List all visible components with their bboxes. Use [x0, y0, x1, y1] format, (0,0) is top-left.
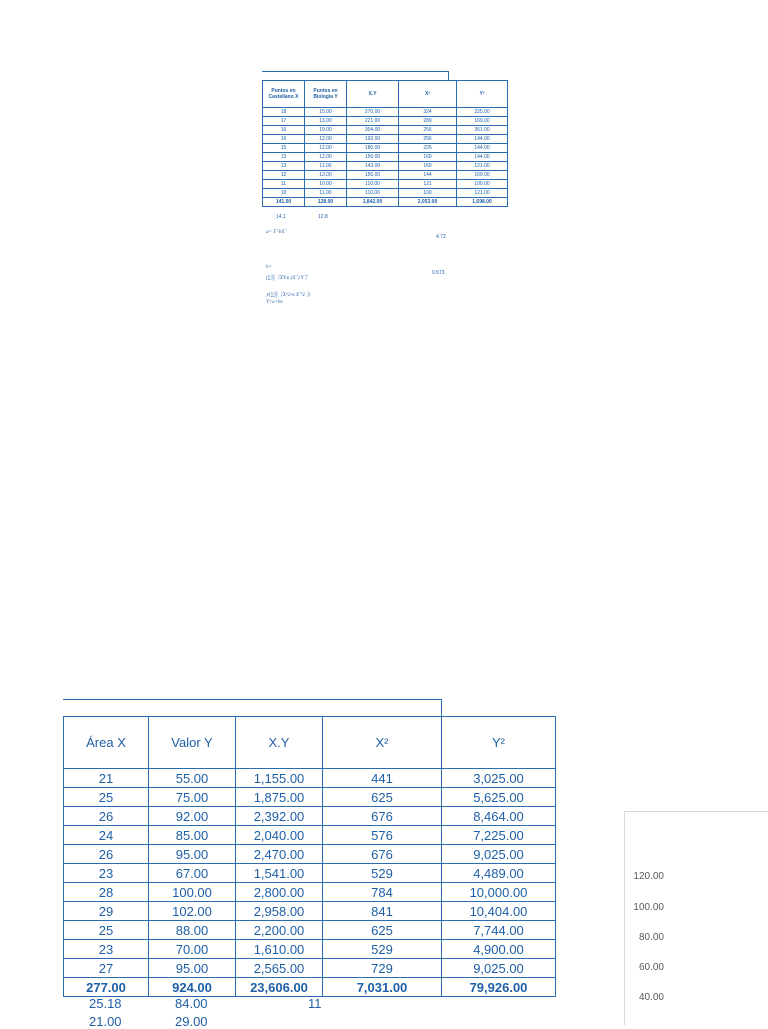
big-table-cell: 70.00 — [149, 940, 236, 959]
y-tick-label: 80.00 — [638, 932, 664, 943]
small-table-row — [263, 108, 508, 117]
big-table-row — [64, 864, 556, 883]
big-table-cell: 529 — [323, 864, 442, 883]
big-table-row — [64, 883, 556, 902]
big-table-cell: 625 — [323, 788, 442, 807]
small-table-cell: 13 — [263, 153, 305, 162]
small-table-cell: 169.00 — [457, 171, 508, 180]
small-table-cell: 121.00 — [457, 189, 508, 198]
y-tick-label: 40.00 — [638, 992, 664, 1003]
small-table-cell: 156.00 — [347, 153, 399, 162]
big-table-row — [64, 902, 556, 921]
small-total-cell: 2,053.00 — [399, 198, 457, 207]
small-table-cell: 144 — [399, 171, 457, 180]
small-table-cell: 13.00 — [305, 117, 347, 126]
small-table-cell: 144.00 — [457, 135, 508, 144]
big-table-row — [64, 921, 556, 940]
big-count: 11 — [308, 996, 322, 1011]
big-table-cell: 2,800.00 — [236, 883, 323, 902]
small-table-cell: 256 — [399, 135, 457, 144]
small-mean-x: 14.1 — [276, 214, 286, 220]
small-table-cell: 100.00 — [457, 180, 508, 189]
big-table-cell: 28 — [64, 883, 149, 902]
small-table-row — [263, 180, 508, 189]
value-b: 0.573 — [432, 270, 445, 276]
big-table-cell: 29 — [64, 902, 149, 921]
big-table-cell: 88.00 — [149, 921, 236, 940]
big-table-cell: 95.00 — [149, 845, 236, 864]
small-table-header-row — [263, 81, 508, 108]
small-table-cell: 143.00 — [347, 162, 399, 171]
small-table-cell: 11.00 — [305, 162, 347, 171]
small-table-row — [263, 117, 508, 126]
small-table-cell: 12.00 — [305, 153, 347, 162]
big-table-cell: 85.00 — [149, 826, 236, 845]
big-table-cell: 102.00 — [149, 902, 236, 921]
big-header-x2: X² — [323, 717, 442, 769]
small-table-cell: 180.00 — [347, 144, 399, 153]
big-table-cell: 1,610.00 — [236, 940, 323, 959]
y-tick-label: 60.00 — [638, 962, 664, 973]
small-header-x2: X² — [399, 81, 457, 108]
small-table-row — [263, 153, 508, 162]
formula-b-line1: b= — [266, 265, 272, 270]
small-table-top-border-tick — [448, 71, 449, 80]
big-table-cell: 1,541.00 — [236, 864, 323, 883]
small-table-row — [263, 135, 508, 144]
big-table-cell: 100.00 — [149, 883, 236, 902]
big-table-cell: 27 — [64, 959, 149, 978]
big-table-cell: 26 — [64, 807, 149, 826]
small-table-cell: 169.00 — [457, 117, 508, 126]
big-table-top-border — [63, 699, 441, 700]
big-table-cell: 2,392.00 — [236, 807, 323, 826]
small-table-cell: 169 — [399, 153, 457, 162]
small-table-cell: 17 — [263, 117, 305, 126]
big-table-cell: 2,958.00 — [236, 902, 323, 921]
big-table-cell: 2,040.00 — [236, 826, 323, 845]
big-table-cell: 7,225.00 — [442, 826, 556, 845]
big-table-row — [64, 769, 556, 788]
big-header-y: Valor Y — [149, 717, 236, 769]
big-table-cell: 4,489.00 — [442, 864, 556, 883]
small-table-cell: 221.00 — [347, 117, 399, 126]
small-table-cell: 169 — [399, 162, 457, 171]
big-table-cell: 676 — [323, 845, 442, 864]
small-table-cell: 324 — [399, 108, 457, 117]
small-table-cell: 18 — [263, 108, 305, 117]
big-table-header-row — [64, 717, 556, 769]
small-table-cell: 270.00 — [347, 108, 399, 117]
formula-b-line2: (∑▒〖XY-n (X ̅ ) Y ̅〗 — [266, 276, 310, 281]
small-table-row — [263, 189, 508, 198]
big-header-x: Área X — [64, 717, 149, 769]
partial-row-y: 29.00 — [175, 1014, 208, 1029]
big-table-cell: 5,625.00 — [442, 788, 556, 807]
small-table-cell: 12 — [263, 171, 305, 180]
big-mean-x: 25.18 — [89, 996, 122, 1011]
big-table-cell: 67.00 — [149, 864, 236, 883]
big-table-cell: 10,000.00 — [442, 883, 556, 902]
small-table-cell: 144.00 — [457, 153, 508, 162]
big-table-cell: 529 — [323, 940, 442, 959]
big-header-xy: X.Y — [236, 717, 323, 769]
big-total-cell: 277.00 — [64, 978, 149, 997]
big-total-cell: 924.00 — [149, 978, 236, 997]
small-table-cell: 11.00 — [305, 189, 347, 198]
big-table-cell: 24 — [64, 826, 149, 845]
big-table-cell: 2,200.00 — [236, 921, 323, 940]
big-table-cell: 2,470.00 — [236, 845, 323, 864]
big-table-cell: 441 — [323, 769, 442, 788]
y-tick-label: 100.00 — [633, 902, 664, 913]
small-table-cell: 304.00 — [347, 126, 399, 135]
big-total-cell: 79,926.00 — [442, 978, 556, 997]
small-table-cell: 110.00 — [347, 180, 399, 189]
big-table-top-border-tick — [441, 699, 442, 716]
big-table-cell: 1,155.00 — [236, 769, 323, 788]
big-table-cell: 2,565.00 — [236, 959, 323, 978]
big-table-cell: 676 — [323, 807, 442, 826]
big-table-row — [64, 940, 556, 959]
big-regression-table — [63, 716, 556, 997]
big-table-cell: 23 — [64, 864, 149, 883]
big-table-cell: 55.00 — [149, 769, 236, 788]
small-table-row — [263, 162, 508, 171]
formula-b-line3: )/(∑▒〖X^2-n X ̅^2 〗) — [266, 293, 311, 298]
big-total-cell: 7,031.00 — [323, 978, 442, 997]
big-table-cell: 625 — [323, 921, 442, 940]
big-table-row — [64, 826, 556, 845]
big-table-row — [64, 807, 556, 826]
small-table-row — [263, 171, 508, 180]
y-tick-label: 120.00 — [633, 871, 664, 882]
small-table-cell: 225.00 — [457, 108, 508, 117]
big-table-cell: 23 — [64, 940, 149, 959]
big-table-row — [64, 959, 556, 978]
big-table-cell: 26 — [64, 845, 149, 864]
big-totals-row — [64, 978, 556, 997]
big-table-cell: 21 — [64, 769, 149, 788]
small-header-y: Puntos en Biologia Y — [305, 81, 347, 108]
small-total-cell: 1,842.00 — [347, 198, 399, 207]
small-header-y2: Y² — [457, 81, 508, 108]
big-mean-y: 84.00 — [175, 996, 208, 1011]
small-table-cell: 13 — [263, 162, 305, 171]
small-table-row — [263, 126, 508, 135]
small-table-cell: 15 — [263, 144, 305, 153]
big-table-row — [64, 845, 556, 864]
big-table-cell: 4,900.00 — [442, 940, 556, 959]
small-total-cell: 1,698.00 — [457, 198, 508, 207]
big-table-cell: 10,404.00 — [442, 902, 556, 921]
small-table-top-border — [262, 71, 449, 72]
small-totals-row — [263, 198, 508, 207]
small-table-cell: 121.00 — [457, 162, 508, 171]
small-table-cell: 225 — [399, 144, 457, 153]
small-total-cell: 128.00 — [305, 198, 347, 207]
big-table-cell: 8,464.00 — [442, 807, 556, 826]
small-mean-y: 12.8 — [318, 214, 328, 220]
small-table-cell: 289 — [399, 117, 457, 126]
big-table-cell: 9,025.00 — [442, 959, 556, 978]
small-table-cell: 13.00 — [305, 171, 347, 180]
partial-row-x: 21.00 — [89, 1014, 122, 1029]
formula-a: a= Y ̅-bX ̅ — [266, 230, 286, 235]
big-table-cell: 1,875.00 — [236, 788, 323, 807]
small-table-cell: 15.00 — [305, 108, 347, 117]
small-table-cell: 192.00 — [347, 135, 399, 144]
small-total-cell: 141.00 — [263, 198, 305, 207]
big-table-cell: 95.00 — [149, 959, 236, 978]
big-table-cell: 75.00 — [149, 788, 236, 807]
small-table-cell: 12.00 — [305, 135, 347, 144]
small-table-cell: 110.00 — [347, 189, 399, 198]
big-table-cell: 841 — [323, 902, 442, 921]
small-table-cell: 10.00 — [305, 180, 347, 189]
big-table-cell: 784 — [323, 883, 442, 902]
big-table-cell: 7,744.00 — [442, 921, 556, 940]
value-a: 4.72 — [436, 234, 446, 240]
big-table-cell: 3,025.00 — [442, 769, 556, 788]
big-table-cell: 729 — [323, 959, 442, 978]
small-table-cell: 10 — [263, 189, 305, 198]
big-table-cell: 9,025.00 — [442, 845, 556, 864]
small-regression-table — [262, 80, 508, 207]
big-table-cell: 92.00 — [149, 807, 236, 826]
small-table-cell: 16 — [263, 135, 305, 144]
big-table-cell: 25 — [64, 921, 149, 940]
small-table-cell: 19.00 — [305, 126, 347, 135]
small-table-cell: 144.00 — [457, 144, 508, 153]
small-table-cell: 156.00 — [347, 171, 399, 180]
small-table-cell: 12.00 — [305, 144, 347, 153]
big-table-cell: 576 — [323, 826, 442, 845]
regression-equation: Y=a+bx — [266, 300, 283, 305]
small-table-cell: 11 — [263, 180, 305, 189]
big-table-row — [64, 788, 556, 807]
small-table-cell: 100 — [399, 189, 457, 198]
small-header-x: Puntos en Castellano X — [263, 81, 305, 108]
big-header-y2: Y² — [442, 717, 556, 769]
small-table-cell: 256 — [399, 126, 457, 135]
small-table-row — [263, 144, 508, 153]
small-table-cell: 16 — [263, 126, 305, 135]
big-total-cell: 23,606.00 — [236, 978, 323, 997]
small-table-cell: 121 — [399, 180, 457, 189]
big-table-cell: 25 — [64, 788, 149, 807]
small-table-cell: 361.00 — [457, 126, 508, 135]
small-header-xy: X.Y — [347, 81, 399, 108]
